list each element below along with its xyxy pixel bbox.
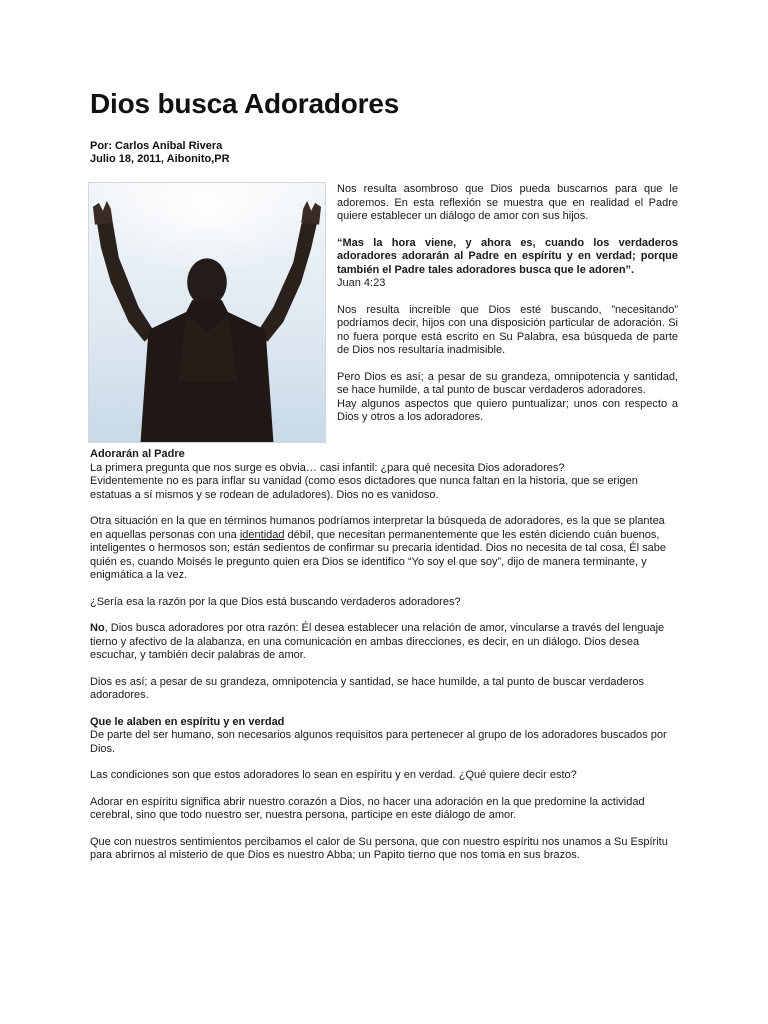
section-espiritu-verdad bbox=[90, 716, 680, 757]
section-adoraran bbox=[90, 448, 680, 502]
section-heading: Adorarán al Padre bbox=[90, 448, 185, 460]
paragraph-text: débil, que necesitan permanentemente que les estén diciendo cuán buenos, inteligentes o hermosos son; están sedientos de confirmar su precaria identidad. Dios no necesita de tal cosa, Él sabe quién es, cuando Moisés le pregunto quien era Dios se identifico “Yo soy el que soy”, dijo de manera terminante, y enigmática a la vez. bbox=[90, 528, 666, 581]
paragraph-text: Otra situación en la que en términos humanos podríamos interpretar la búsqueda de adoradores, es la que se plantea en aquellas personas con una bbox=[90, 515, 665, 541]
paragraph: Dios es así; a pesar de su grandeza, omnipotencia y santidad, se hace humilde, a tal punto de buscar verdaderos adoradores. bbox=[90, 675, 645, 701]
paragraph bbox=[337, 371, 678, 425]
paragraph-line: Hay algunos aspectos que quiero puntualizar; unos con respecto a Dios y otros a los adoradores. bbox=[337, 397, 678, 423]
underlined-word: identidad bbox=[239, 528, 285, 541]
paragraph: Las condiciones son que estos adoradores lo sean en espíritu y en verdad. ¿Qué quiere decir esto? bbox=[90, 769, 577, 781]
worship-photo bbox=[88, 182, 326, 443]
paragraph-line: La primera pregunta que nos surge es obvia… casi infantil: ¿para qué necesita Dios adoradores? bbox=[90, 461, 565, 474]
paragraph-text: , Dios busca adoradores por otra razón: Él desea establecer una relación de amor, vincularse a través del lenguaje tierno y afectivo de la alabanza, en una comunicación en ambas direcciones, es decir, en un diálogo. Dios desea escuchar, y también decir palabras de amor. bbox=[90, 622, 665, 661]
section-heading: Que le alaben en espíritu y en verdad bbox=[90, 715, 285, 728]
page-title: Dios busca Adoradores bbox=[90, 88, 400, 119]
paragraph-line: Evidentemente no es para inflar su vanidad (como esos dictadores que nunca faltan en la historia, que se erigen estatuas a sí mismos y se rodean de aduladores). Dios no es vanidoso. bbox=[90, 475, 638, 501]
paragraph: Adorar en espíritu significa abrir nuestro corazón a Dios, no hacer una adoración en la que predomine la actividad cerebral, sino que todo nuestro ser, nuestra persona, participe en este diálogo de amor. bbox=[90, 795, 645, 821]
scripture-quote-text: “Mas la hora viene, y ahora es, cuando los verdaderos adoradores adorarán al Padre en espíritu y en verdad; porque también el Padre tales adoradores busca que le adoren”. bbox=[337, 236, 678, 276]
intro-column bbox=[337, 183, 678, 438]
paragraph: Nos resulta increíble que Dios esté buscando, ”necesitando” podríamos decir, hijos con una disposición particular de adoración. Si no fuera porque está escrito en Su Palabra, esa búsqueda de parte de Dios nos resultaría inadmisible. bbox=[337, 303, 678, 356]
author-line: Por: Carlos Anibal Rivera bbox=[90, 140, 223, 152]
scripture-quote bbox=[337, 237, 678, 291]
paragraph bbox=[90, 515, 680, 583]
article-body bbox=[90, 448, 680, 876]
scripture-reference: Juan 4:23 bbox=[337, 277, 386, 289]
date-line: Julio 18, 2011, Aibonito,PR bbox=[90, 153, 230, 165]
paragraph bbox=[90, 622, 680, 663]
raised-arms-worshipper-image bbox=[89, 183, 325, 442]
paragraph: ¿Sería esa la razón por la que Dios está buscando verdaderos adoradores? bbox=[90, 595, 461, 608]
emphasis-no: No bbox=[90, 622, 105, 634]
paragraph: Que con nuestros sentimientos percibamos el calor de Su persona, que con nuestro espíritu nos unamos a Su Espíritu para abrirnos al misterio de que Dios es nuestro Abba; un Papito tierno que nos toma en sus brazos. bbox=[90, 835, 668, 861]
paragraph-line: Pero Dios es así; a pesar de su grandeza, omnipotencia y santidad, se hace humilde, a tal punto de buscar verdaderos adoradores. bbox=[337, 370, 678, 396]
intro-paragraph: Nos resulta asombroso que Dios pueda buscarnos para que le adoremos. En esta reflexión se muestra que en realidad el Padre quiere establecer un diálogo de amor con sus hijos. bbox=[337, 183, 678, 222]
paragraph-text: De parte del ser humano, son necesarios algunos requisitos para pertenecer al grupo de los adoradores buscados por Dios. bbox=[90, 729, 667, 755]
byline bbox=[90, 140, 230, 166]
